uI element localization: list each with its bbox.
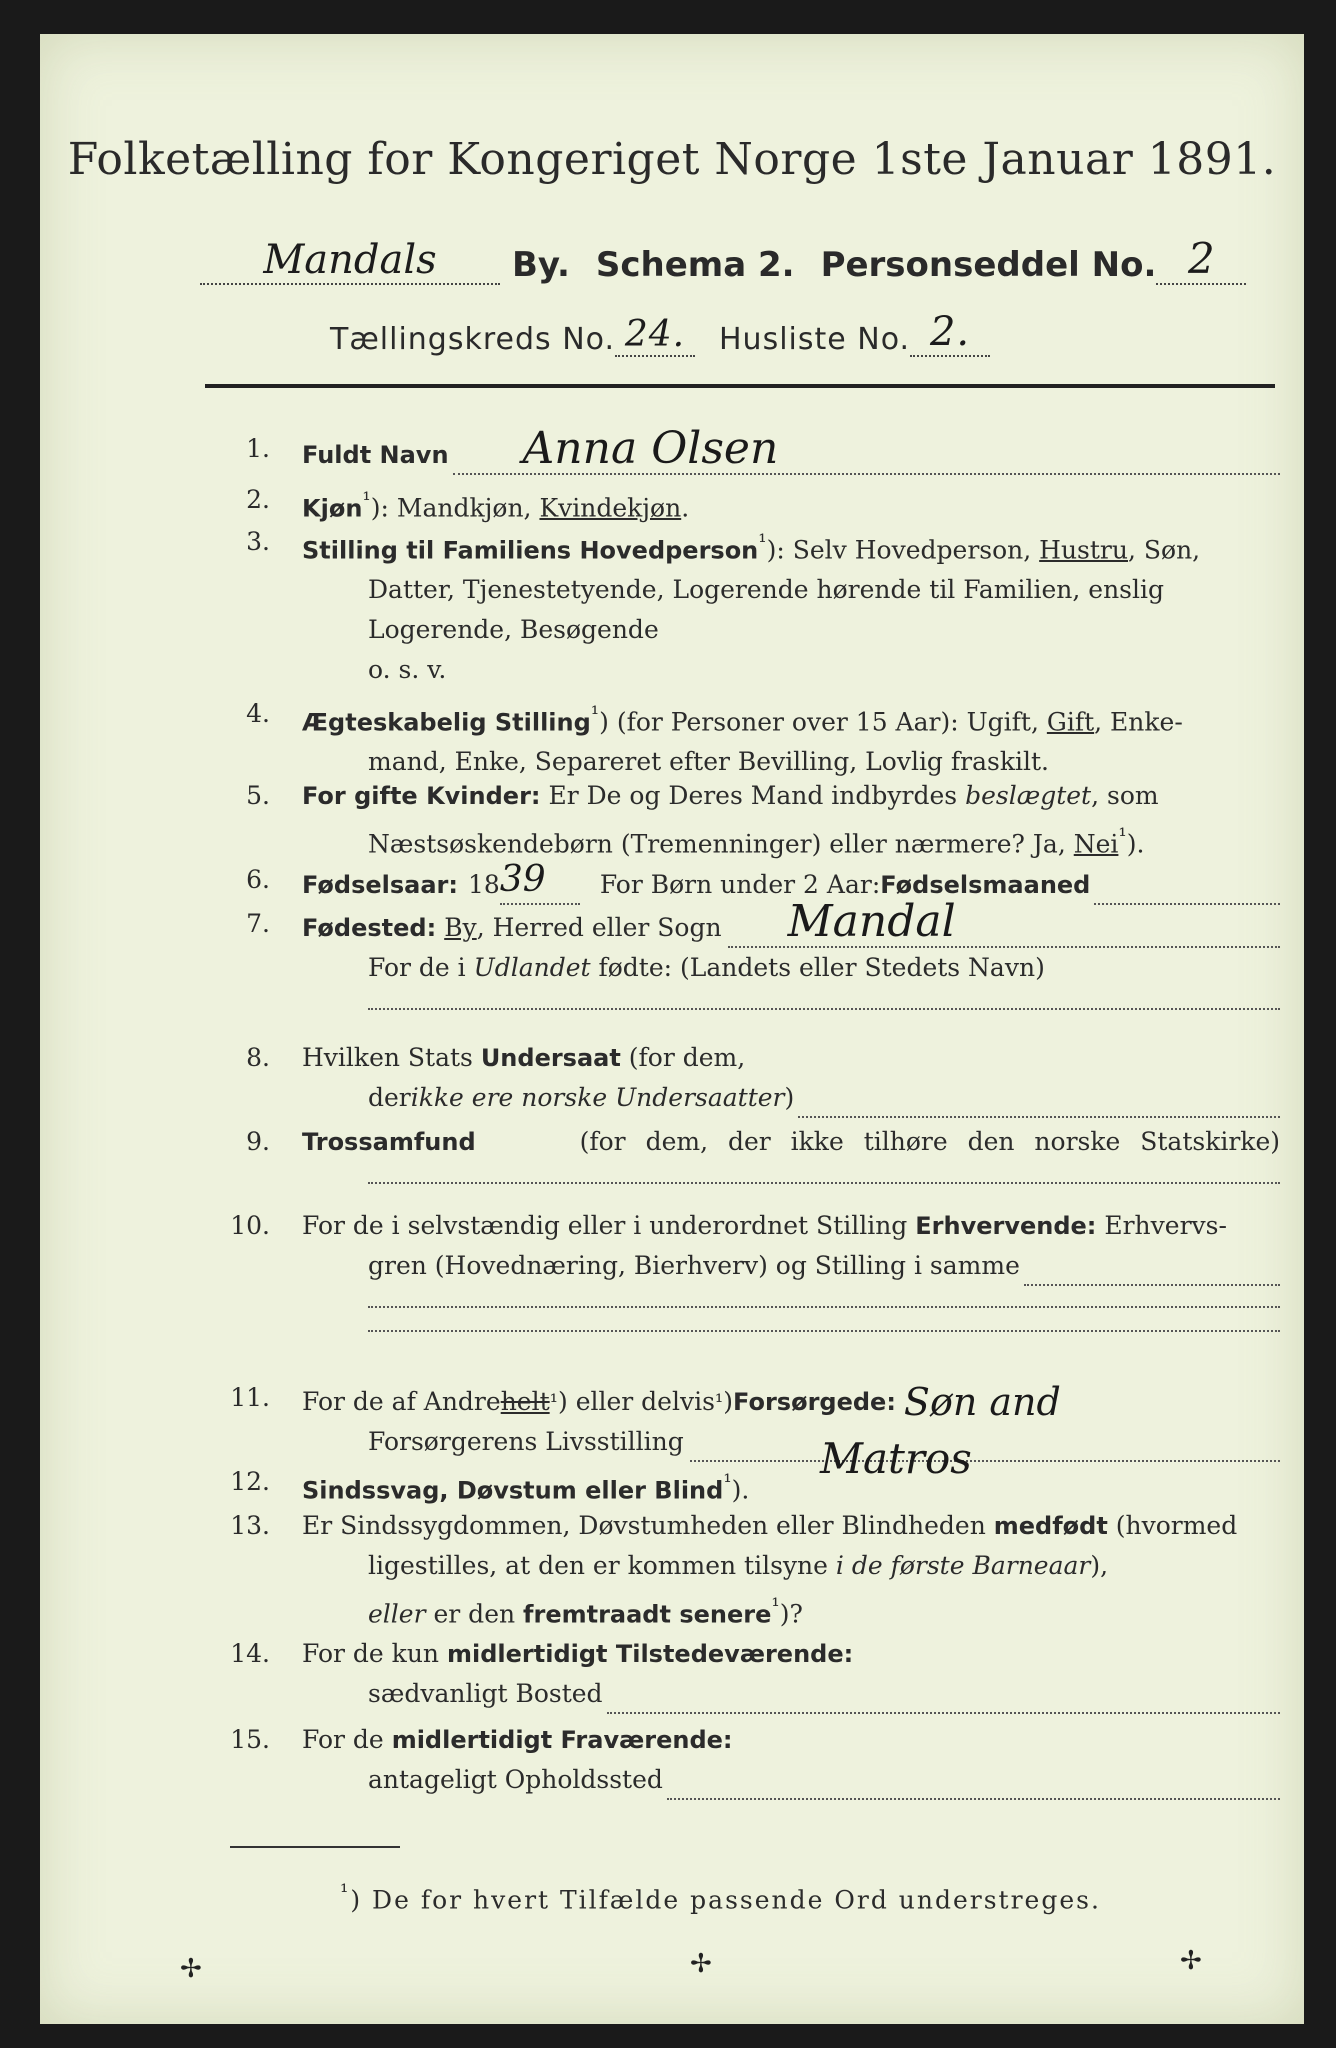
question-text: Logerende, Besøgende [368, 615, 659, 645]
question-number: 2. [246, 485, 270, 514]
footnote-mark: ¹ [723, 1470, 732, 1494]
question-text: ): Mandkjøn, [370, 493, 540, 523]
question-label: Fuldt Navn [302, 441, 449, 469]
header-rule [205, 384, 1275, 388]
schema-label: Schema 2. [595, 245, 795, 285]
answer-line [368, 1306, 1280, 1308]
question-label: Fødselsmaaned [880, 871, 1091, 899]
question-text: fødte: (Landets eller Stedets Navn) [590, 953, 1045, 982]
question-label: Undersaat [480, 1044, 621, 1072]
question-label: Fødselsaar: [302, 871, 458, 899]
kreds-number: 24. [624, 314, 686, 355]
question-label: For [302, 782, 355, 810]
question-text: , som [1091, 781, 1159, 810]
question-text: For de i selvstændig eller i underordnet Stilling [302, 1211, 916, 1240]
question-number: 8. [246, 1043, 270, 1072]
birth-year-answer: 39 [499, 859, 546, 900]
underlined-answer: helt [500, 1387, 550, 1416]
question-text: Forsørgerens Livsstilling [368, 1427, 684, 1456]
question-text: ) [723, 1387, 734, 1416]
question-text: For de [302, 1725, 392, 1754]
question-number: 5. [246, 781, 270, 810]
question-number: 10. [230, 1211, 270, 1240]
question-text: . [681, 493, 690, 523]
question-text: For de i [368, 953, 474, 982]
underlined-answer: Kvindekjøn [539, 493, 682, 523]
question-text: beslægtet [965, 781, 1092, 810]
footnote-mark: ¹ [758, 530, 767, 554]
question-label: Ægteskabelig Stilling [302, 708, 591, 737]
question-text: ). [731, 1475, 750, 1505]
question-text: )? [779, 1599, 803, 1629]
header-line-kreds [330, 309, 1230, 357]
town-handwritten: Mandals [263, 237, 437, 283]
personseddel-number: 2 [1188, 234, 1215, 283]
question-label: fremtraadt senere [523, 1600, 772, 1629]
question-text: For Børn under 2 Aar: [599, 870, 881, 899]
question-number: 12. [230, 1467, 270, 1496]
question-number: 6. [246, 865, 270, 894]
footnote-text: ) De for hvert Tilfælde passende Ord understreges. [350, 1885, 1101, 1915]
question-label: Stilling til Familiens Hovedperson [302, 536, 759, 565]
footnote-mark: ¹ [714, 1390, 724, 1414]
question-number: 1. [246, 434, 270, 463]
underlined-answer: Hustru [1039, 535, 1128, 565]
full-name-answer: Anna Olsen [522, 423, 779, 474]
question-text: For de kun [302, 1639, 447, 1668]
question-text: o. s. v. [368, 655, 447, 685]
footnote-mark: ¹ [1118, 824, 1127, 848]
question-text: Er De og Deres Mand indbyrdes [540, 781, 966, 810]
question-label: medfødt [993, 1512, 1108, 1540]
question-text: ligestilles, at den er kommen tilsyne [368, 1551, 836, 1580]
by-label: By. [512, 245, 570, 285]
question-number: 3. [246, 527, 270, 556]
question-text: ): Selv Hovedperson, [766, 535, 1040, 565]
question-text: (for dem, [620, 1043, 746, 1072]
footnote-mark: ¹ [549, 1390, 558, 1414]
underlined-answer: Nei [1073, 829, 1119, 859]
census-form [40, 34, 1304, 2024]
husliste-number: 2. [929, 309, 971, 355]
question-text: der [368, 1083, 411, 1112]
question-number: 11. [230, 1383, 270, 1412]
provider-occupation-answer: Matros [820, 1434, 972, 1483]
question-text: Udlandet [473, 953, 591, 982]
supported-answer: Søn and [903, 1380, 1061, 1424]
question-text: (hvormed [1107, 1511, 1238, 1540]
question-number: 13. [230, 1511, 270, 1540]
question-text: ). [1126, 829, 1145, 859]
question-text: , Herred eller Sogn [476, 913, 722, 942]
answer-line [368, 1330, 1280, 1332]
question-label: Sindssvag, Døvstum eller Blind [302, 1476, 724, 1505]
registration-mark-icon: ✢ [180, 1954, 202, 1984]
year-prefix: 18 [468, 870, 500, 899]
footnote-mark: ¹ [771, 1594, 780, 1618]
birthplace-answer: Mandal [787, 896, 956, 947]
question-text: i de første Barneaar [835, 1551, 1091, 1580]
question-label: Kjøn [302, 494, 363, 523]
question-text: Er Sindssygdommen, Døvstumheden eller Blindheden [302, 1511, 994, 1540]
question-text: For de af Andre [302, 1387, 501, 1416]
question-number: 7. [246, 909, 270, 938]
question-label: Forsørgede: [733, 1388, 896, 1416]
question-1 [190, 423, 1280, 479]
question-number: 15. [230, 1725, 270, 1754]
question-text: ), [1090, 1551, 1109, 1580]
question-text: eller [368, 1599, 426, 1629]
footnote-mark: ¹ [590, 702, 600, 726]
registration-mark-icon: ✢ [690, 1949, 712, 1979]
question-text: Næstsøskendebørn (Tremenninger) eller nærmere? Ja, [368, 829, 1074, 859]
footnote-mark: ¹ [362, 488, 371, 512]
question-label: Trossamfund [302, 1128, 476, 1156]
question-text: ) eller delvis [558, 1387, 715, 1416]
question-text: er den [425, 1599, 524, 1629]
question-text: , Søn, [1128, 535, 1201, 565]
question-text: Erhvervs- [1096, 1211, 1227, 1240]
answer-line [368, 1008, 1280, 1010]
header-line-town [200, 234, 1280, 285]
footnote [340, 1880, 1101, 1914]
question-text: gren (Hovednæring, Bierhverv) og Stilling i samme [368, 1251, 1020, 1280]
kreds-label: Tællingskreds No. [330, 322, 615, 357]
registration-mark-icon: ✢ [1180, 1946, 1202, 1976]
question-number: 9. [246, 1127, 270, 1156]
question-label: Fødested: [302, 914, 437, 942]
question-text: ) [784, 1083, 795, 1112]
question-number: 4. [246, 699, 270, 728]
question-text: ikke ere norske Undersaatter [410, 1083, 785, 1112]
husliste-label: Husliste No. [719, 322, 911, 357]
question-text: Hvilken Stats [302, 1043, 481, 1072]
question-label: gifte Kvinder: [354, 782, 541, 810]
answer-line [368, 1182, 1280, 1184]
question-text: Datter, Tjenestetyende, Logerende hørende til Familien, enslig [368, 575, 1165, 605]
question-text: , Enke- [1094, 707, 1183, 737]
question-text: mand, Enke, Separeret efter Bevilling, Lovlig fraskilt. [368, 747, 1049, 777]
question-label: midlertidigt Fraværende: [391, 1726, 733, 1754]
question-label: midlertidigt Tilstedeværende: [446, 1640, 854, 1668]
underlined-answer: Gift [1046, 707, 1095, 737]
personseddel-label: Personseddel No. [820, 245, 1157, 285]
footnote-mark: ¹ [340, 1880, 351, 1904]
footnote-rule [230, 1846, 400, 1848]
question-text: sædvanligt Bosted [368, 1679, 603, 1708]
question-number: 14. [230, 1639, 270, 1668]
question-label: Erhvervende: [915, 1212, 1097, 1240]
question-text: (for dem, der ikke tilhøre den norske Statskirke) [579, 1127, 1280, 1156]
form-title: Folketælling for Kongeriget Norge 1ste Januar 1891. [67, 134, 1277, 185]
underlined-answer: By [444, 913, 477, 942]
question-text: ) (for Personer over 15 Aar): Ugift, [599, 707, 1047, 737]
question-text: antageligt Opholdssted [368, 1765, 663, 1794]
